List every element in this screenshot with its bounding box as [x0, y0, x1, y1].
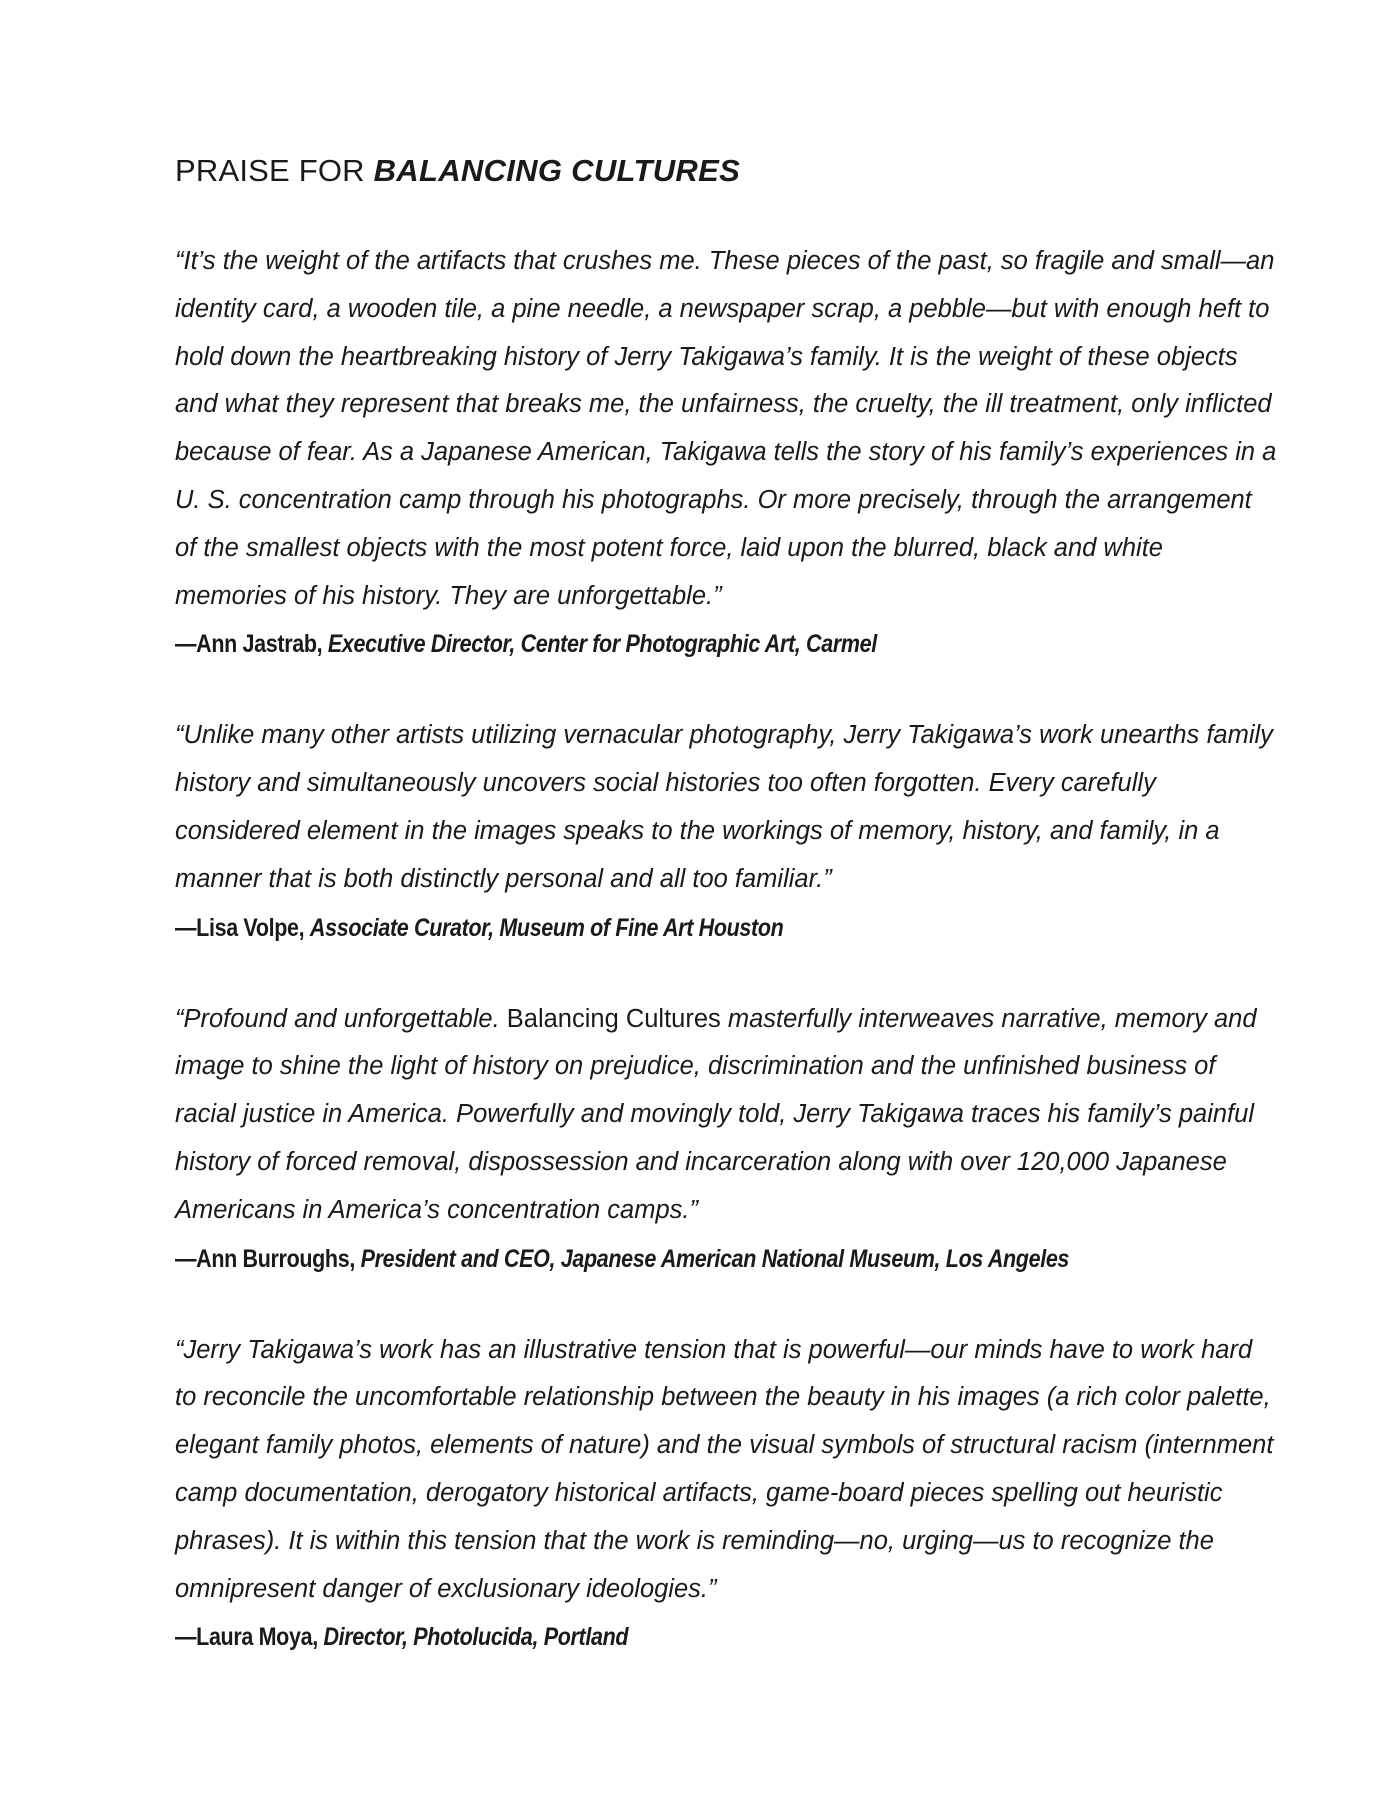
- testimonial-attribution: [175, 624, 1125, 664]
- quote-lead: “Profound and unforgettable.: [175, 1004, 507, 1033]
- testimonial-2: [175, 712, 1280, 947]
- attribution-role: Associate Curator, Museum of Fine Art Houston: [309, 913, 784, 942]
- quote-book-title: Balancing Cultures: [506, 1004, 721, 1033]
- testimonial-attribution: [175, 1617, 1125, 1657]
- quote-body: masterfully interweaves narrative, memory and image to shine the light of history on prejudice, discrimination and the unfinished business of racial justice in America. Powerfully and movingly told, Jerry Takigawa traces his family’s painful history of forced removal, dispossession and incarceration along with over 120,000 Japanese Americans in America’s concentration camps.”: [175, 1004, 1257, 1224]
- testimonial-attribution: [175, 1239, 1125, 1279]
- attribution-role: Executive Director, Center for Photographic Art, Carmel: [327, 630, 877, 659]
- attribution-name: —Laura Moya,: [175, 1623, 324, 1652]
- attribution-name: —Ann Jastrab,: [175, 630, 328, 659]
- page-title-prefix: PRAISE FOR: [175, 153, 374, 188]
- attribution-name: —Ann Burroughs,: [175, 1244, 361, 1273]
- testimonial-3: [175, 996, 1280, 1279]
- attribution-role: Director, Photolucida, Portland: [323, 1623, 629, 1652]
- testimonial-quote: “Jerry Takigawa’s work has an illustrative tension that is powerful—our minds have to work hard to reconcile the uncomfortable relationship between the beauty in his images (a rich color palette, elegant family photos, elements of nature) and the visual symbols of structural racism (internment camp documentation, derogatory historical artifacts, game-board pieces spelling out heuristic phrases). It is within this tension that the work is reminding—no, urging—us to recognize the omnipresent danger of exclusionary ideologies.”: [175, 1335, 1274, 1603]
- praise-page: [175, 150, 1280, 1705]
- testimonial-1: [175, 238, 1280, 664]
- testimonial-quote: [175, 996, 1280, 1235]
- page-title: [175, 150, 1280, 192]
- attribution-role: President and CEO, Japanese American National Museum, Los Angeles: [360, 1244, 1070, 1273]
- testimonial-attribution: [175, 908, 1125, 948]
- book-title: BALANCING CULTURES: [373, 153, 741, 188]
- testimonial-4: [175, 1327, 1280, 1658]
- attribution-name: —Lisa Volpe,: [175, 913, 310, 942]
- testimonial-quote: “Unlike many other artists utilizing vernacular photography, Jerry Takigawa’s work unearths family history and simultaneously uncovers social histories too often forgotten. Every carefully considered element in the images speaks to the workings of memory, history, and family, in a manner that is both distinctly personal and all too familiar.”: [175, 721, 1273, 893]
- testimonial-quote: “It’s the weight of the artifacts that crushes me. These pieces of the past, so fragile and small—an identity card, a wooden tile, a pine needle, a newspaper scrap, a pebble—but with enough heft to hold down the heartbreaking history of Jerry Takigawa’s family. It is the weight of these objects and what they represent that breaks me, the unfairness, the cruelty, the ill treatment, only inflicted because of fear. As a Japanese American, Takigawa tells the story of his family’s experiences in a U. S. concentration camp through his photographs. Or more precisely, through the arrangement of the smallest objects with the most potent force, laid upon the blurred, black and white memories of his history. They are unforgettable.”: [175, 247, 1277, 610]
